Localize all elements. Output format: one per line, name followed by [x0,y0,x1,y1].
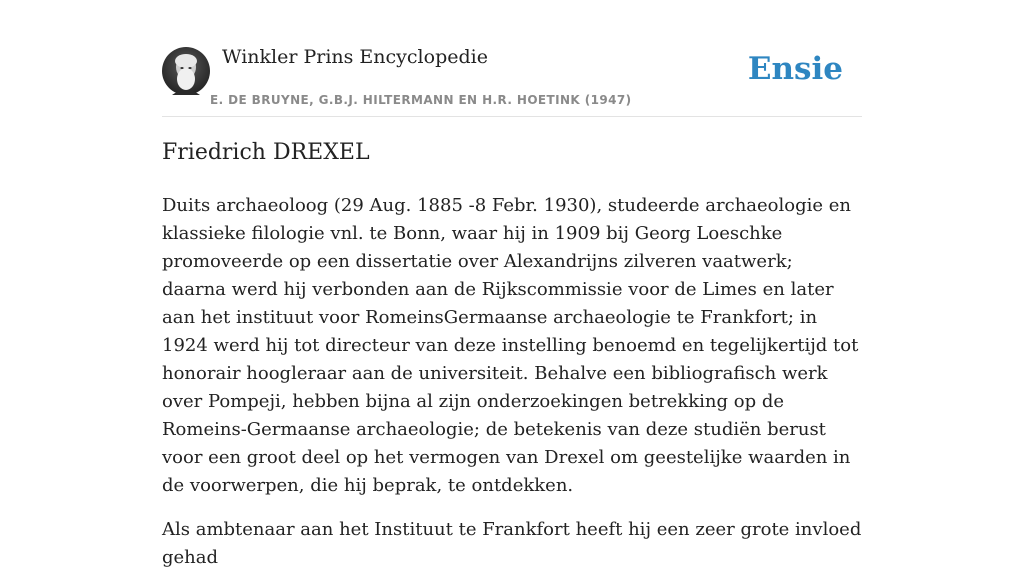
article-paragraph: Duits archaeoloog (29 Aug. 1885 -8 Febr. 1930), studeerde archaeologie en klassieke filologie vnl. te Bonn, waar hij in 1909 bij Georg Loeschke promoveerde op een dissertatie over Alexandrijns zilveren vaatwerk; daarna werd hij verbonden aan de Rijkscommissie voor de Limes en later aan het instituut voor RomeinsGermaanse archaeologie te Frankfort; in 1924 werd hij tot directeur van deze instelling benoemd en tegelijkertijd tot honorair hoogleraar aan de universiteit. Behalve een bibliografisch werk over Pompeji, hebben bijna al zijn onderzoekingen betrekking op de Romeins-Germaanse archaeologie; de betekenis van deze studiën berust voor een groot deel op het vermogen van Drexel om geestelijke waarden in de voorwerpen, die hij beprak, te ontdekken. [162,195,859,496]
article-body [162,192,862,588]
author-portrait-icon [162,47,210,95]
header [162,40,862,117]
avatar [162,47,210,95]
article-paragraph: Als ambtenaar aan het Instituut te Frankfort heeft hij een zeer grote invloed gehad [162,519,862,568]
brand-logo-link[interactable]: Ensie [747,51,843,87]
authors-line: E. DE BRUYNE, G.B.J. HILTERMANN EN H.R. HOETINK (1947) [210,93,632,107]
encyclopedia-title: Winkler Prins Encyclopedie [222,46,488,68]
article-title: Friedrich DREXEL [162,140,370,165]
